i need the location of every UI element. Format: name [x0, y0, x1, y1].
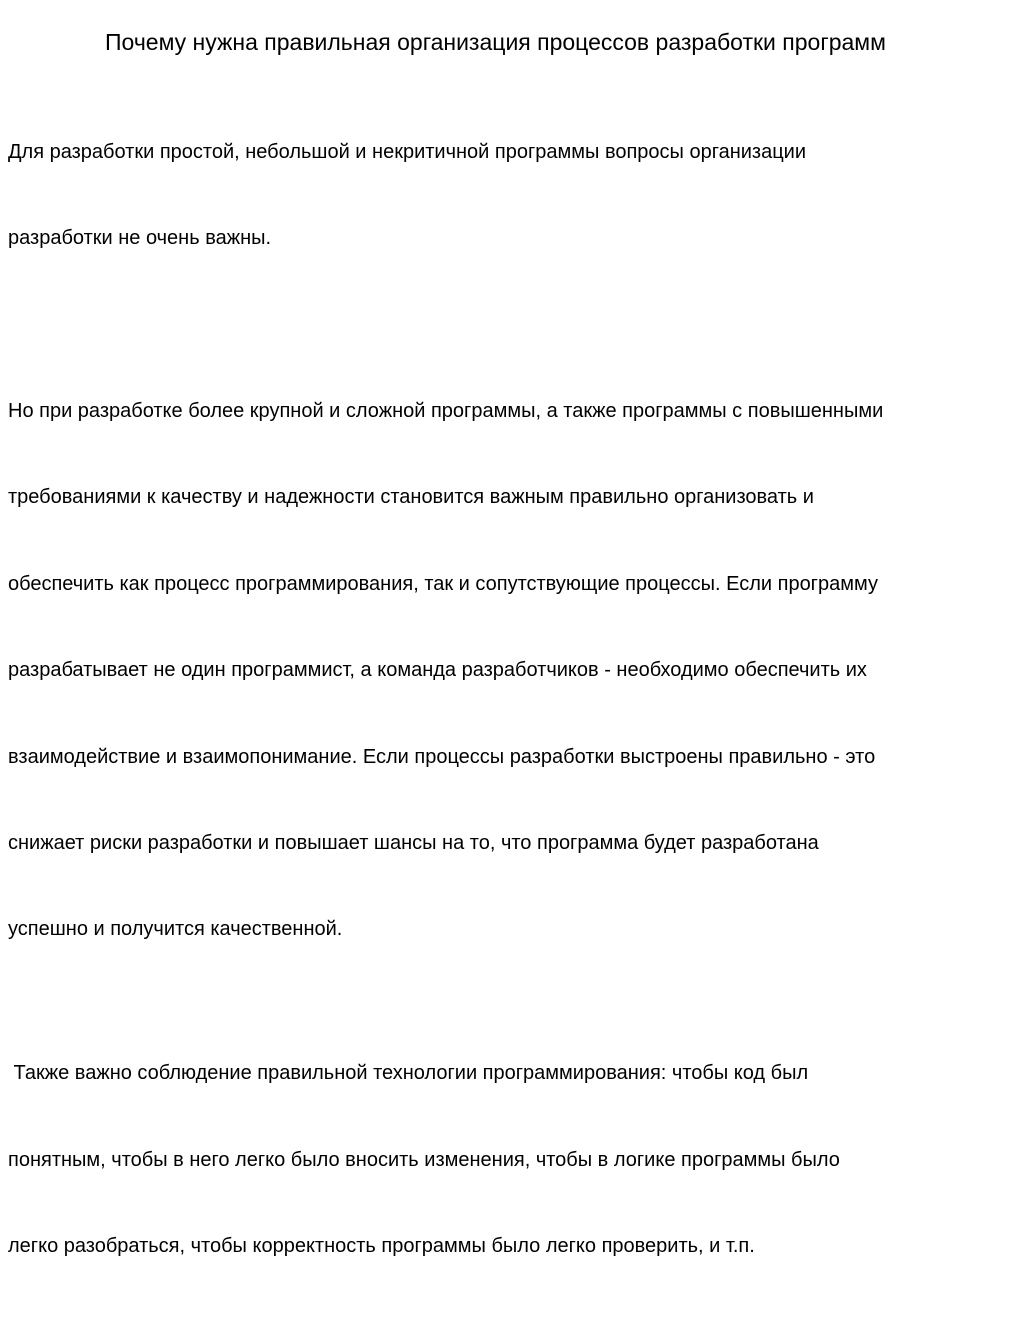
text-line: обеспечить как процесс программирования, так и сопутствующие процессы. Если программу [8, 572, 878, 595]
paragraph-simple-programs [8, 80, 1018, 310]
text-line: требованиями к качеству и надежности становится важным правильно организовать и [8, 486, 814, 509]
slide-title: Почему нужна правильная организация процессов разработки программ [105, 29, 886, 55]
text-line: легко разобраться, чтобы корректность программы было легко проверить, и т.п. [8, 1235, 755, 1258]
text-line: успешно и получится качественной. [8, 918, 343, 941]
paragraph-complex-programs [8, 339, 1018, 1001]
text-line: Но при разработке более крупной и сложной программы, а также программы с повышенными [8, 399, 884, 422]
text-line: Также важно соблюдение правильной технологии программирования: чтобы код был [8, 1062, 809, 1085]
text-line: разработки не очень важны. [8, 226, 272, 249]
paragraph-spacer [8, 310, 1018, 339]
slide-body [8, 80, 1018, 1318]
paragraph-technology [8, 1002, 1018, 1318]
text-line: взаимодействие и взаимопонимание. Если процессы разработки выстроены правильно - это [8, 745, 876, 768]
text-line: разрабатывает не один программист, а команда разработчиков - необходимо обеспечить их [8, 659, 867, 682]
text-line: снижает риски разработки и повышает шансы на то, что программа будет разработана [8, 831, 819, 854]
text-line: понятным, чтобы в него легко было вносить изменения, чтобы в логике программы было [8, 1148, 840, 1171]
text-line: Для разработки простой, небольшой и некритичной программы вопросы организации [8, 140, 807, 163]
